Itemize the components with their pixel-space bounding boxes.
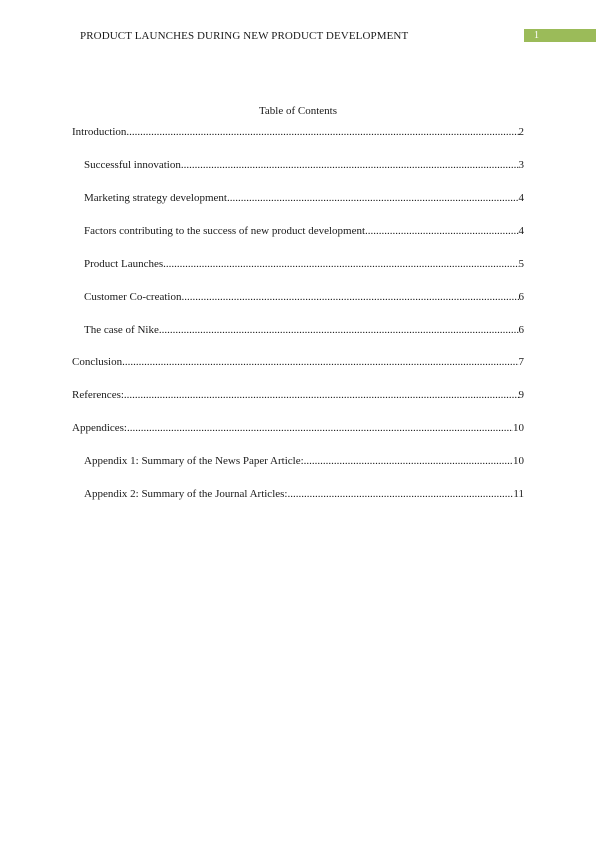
toc-entry-success-factors[interactable] <box>84 223 524 239</box>
toc-dot-leader <box>181 157 519 173</box>
toc-entry-product-launches[interactable] <box>84 256 524 272</box>
toc-entry-label: Successful innovation <box>84 159 181 171</box>
toc-dot-leader <box>287 486 513 502</box>
toc-entry-page: 10 <box>513 455 524 467</box>
toc-entry-label: References: <box>72 389 124 401</box>
toc-entry-label: The case of Nike <box>84 324 159 336</box>
toc-dot-leader <box>181 289 518 305</box>
toc-dot-leader <box>126 124 518 140</box>
toc-dot-leader <box>163 256 518 272</box>
toc-entry-page: 10 <box>513 422 524 434</box>
toc-entry-customer-co-creation[interactable] <box>84 289 524 305</box>
toc-entry-successful-innovation[interactable] <box>84 157 524 173</box>
toc-entry-page: 2 <box>518 126 524 138</box>
toc-title: Table of Contents <box>258 105 338 117</box>
toc-entry-page: 6 <box>518 324 524 336</box>
toc-entry-page: 7 <box>518 356 524 368</box>
toc-entry-page: 5 <box>518 258 524 270</box>
toc-entry-label: Conclusion <box>72 356 123 368</box>
toc-dot-leader <box>304 453 513 469</box>
toc-entry-page: 4 <box>518 192 524 204</box>
toc-entry-label: Introduction <box>72 126 127 138</box>
toc-entry-label: Appendices: <box>72 422 127 434</box>
toc-entry-label: Marketing strategy development <box>84 192 227 204</box>
toc-entry-marketing-strategy[interactable] <box>84 190 524 206</box>
toc-dot-leader <box>159 322 519 338</box>
toc-entry-label: Appendix 2: Summary of the Journal Articles: <box>84 488 288 500</box>
toc-dot-leader <box>227 190 519 206</box>
toc-entry-references[interactable] <box>72 387 524 403</box>
toc-entry-page: 11 <box>513 488 524 500</box>
page-number-badge <box>524 29 596 42</box>
toc-entry-page: 4 <box>518 225 524 237</box>
toc-dot-leader <box>365 223 518 239</box>
toc-dot-leader <box>122 354 518 370</box>
toc-entry-appendix-2[interactable] <box>84 486 524 502</box>
page-number: 1 <box>534 30 539 41</box>
toc-entry-label: Factors contributing to the success of new product development <box>84 225 366 237</box>
toc-entry-label: Product Launches <box>84 258 164 270</box>
toc-entry-introduction[interactable] <box>72 124 524 140</box>
toc-entry-appendix-1[interactable] <box>84 453 524 469</box>
toc-entry-page: 3 <box>518 159 524 171</box>
toc-dot-leader <box>127 420 513 436</box>
toc-entry-conclusion[interactable] <box>72 354 524 370</box>
toc-entry-page: 9 <box>518 389 524 401</box>
toc-entry-label: Customer Co-creation <box>84 291 182 303</box>
toc-entry-appendices[interactable] <box>72 420 524 436</box>
toc-entry-label: Appendix 1: Summary of the News Paper Article: <box>84 455 304 467</box>
running-head: PRODUCT LAUNCHES DURING NEW PRODUCT DEVELOPMENT <box>80 30 409 42</box>
toc-entry-page: 6 <box>518 291 524 303</box>
toc-entry-case-of-nike[interactable] <box>84 322 524 338</box>
page-header <box>0 28 596 44</box>
toc-dot-leader <box>124 387 519 403</box>
